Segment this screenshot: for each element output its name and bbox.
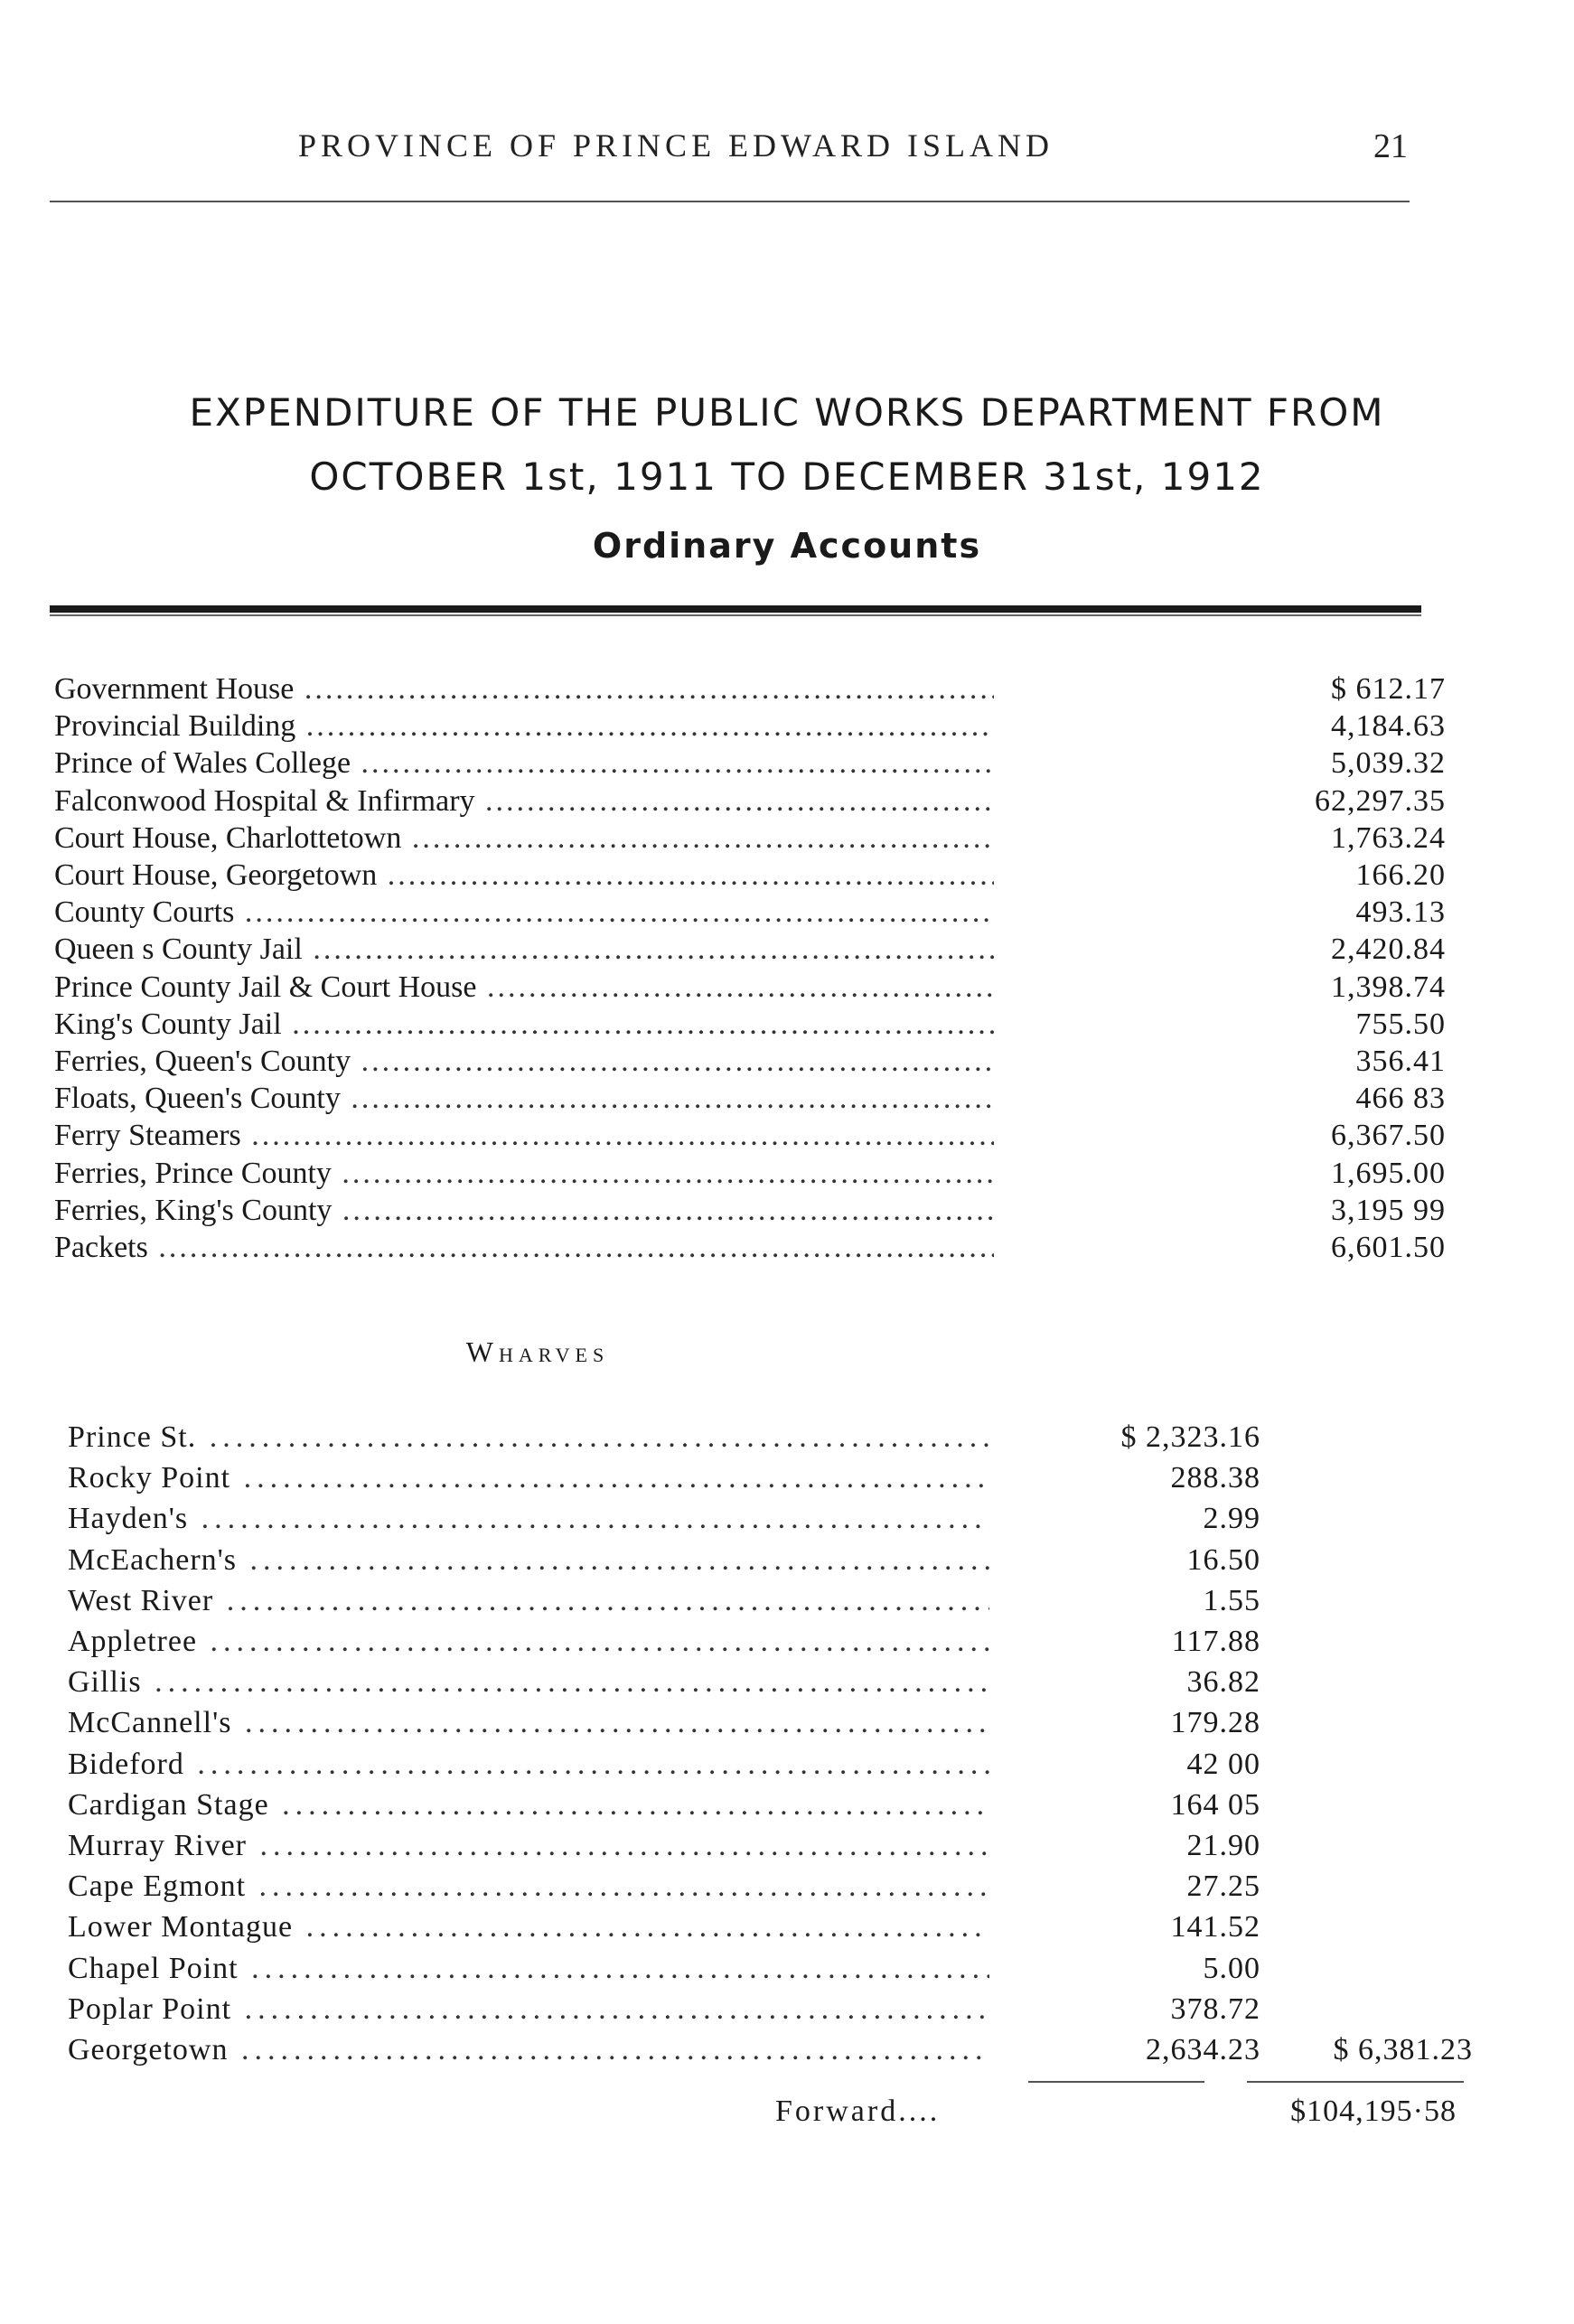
ledger-row xyxy=(54,1117,1446,1154)
wharf-label: Gillis ..... xyxy=(68,1662,989,1702)
forward-row xyxy=(0,2089,1574,2134)
wharf-label: West River ..... xyxy=(68,1580,989,1621)
ledger-item-label: Provincial Building ..... xyxy=(54,708,994,745)
wharf-label: Rocky Point ..... xyxy=(68,1457,989,1498)
ledger-item-label: Ferries, King's County ..... xyxy=(54,1192,994,1229)
ledger-item-amount: 466 83 xyxy=(1355,1082,1446,1116)
ledger-row xyxy=(54,745,1446,782)
ledger-item-label: Ferries, Queen's County ..... xyxy=(54,1043,994,1080)
ledger-row xyxy=(54,969,1446,1006)
wharf-amount: 1.55 xyxy=(1203,1583,1260,1617)
wharves-heading: Wharves xyxy=(465,1335,610,1368)
ledger-item-amount: 4,184.63 xyxy=(1331,709,1446,744)
ledger-item-amount: $ 612.17 xyxy=(1331,672,1446,706)
wharf-label: McCannell's ..... xyxy=(68,1702,989,1743)
wharf-row xyxy=(68,1989,1473,2029)
ledger-item-label: Queen s County Jail ..... xyxy=(54,931,994,968)
wharf-row xyxy=(68,1948,1473,1989)
wharf-label: Prince St. ..... xyxy=(68,1417,989,1457)
ledger-item-label: Court House, Charlottetown ..... xyxy=(54,820,994,857)
wharf-row xyxy=(68,1702,1473,1743)
ledger-row xyxy=(54,670,1446,708)
ledger-item-label: Court House, Georgetown ..... xyxy=(54,857,994,894)
wharf-amount: 36.82 xyxy=(1186,1665,1260,1700)
ledger-row xyxy=(54,894,1446,931)
wharf-label: Georgetown ..... xyxy=(68,2029,989,2070)
wharf-row xyxy=(68,1744,1473,1785)
page-title-line-2: OCTOBER 1st, 1911 TO DECEMBER 31st, 1912 xyxy=(309,454,1265,499)
ledger-row xyxy=(54,1043,1446,1080)
ledger-item-label: Prince County Jail & Court House ..... xyxy=(54,969,994,1006)
wharf-amount: 42 00 xyxy=(1186,1747,1260,1781)
wharf-row xyxy=(68,1866,1473,1907)
ledger-item-amount: 62,297.35 xyxy=(1315,783,1446,818)
ledger-row xyxy=(54,931,1446,968)
wharf-row xyxy=(68,2029,1473,2070)
wharf-row xyxy=(68,1457,1473,1498)
wharf-amount: 21.90 xyxy=(1186,1829,1260,1862)
heavy-rule xyxy=(50,605,1421,613)
page-number: 21 xyxy=(1373,127,1408,165)
ledger-item-label: Ferry Steamers ..... xyxy=(54,1117,994,1154)
ledger-row xyxy=(54,1192,1446,1229)
heavy-rule-underline xyxy=(50,614,1421,616)
ledger-item-label: Floats, Queen's County ..... xyxy=(54,1080,994,1117)
wharf-label: Cardigan Stage ..... xyxy=(68,1785,989,1825)
wharf-label: Chapel Point ..... xyxy=(68,1948,989,1989)
ledger-item-label: Packets ..... xyxy=(54,1229,994,1266)
wharf-row xyxy=(68,1540,1473,1580)
ledger-item-amount: 1,398.74 xyxy=(1331,970,1446,1004)
ledger-item-amount: 1,763.24 xyxy=(1331,820,1446,855)
wharf-row xyxy=(68,1498,1473,1539)
wharf-row xyxy=(68,1580,1473,1621)
ledger-row xyxy=(54,1006,1446,1043)
ledger-item-amount: 3,195 99 xyxy=(1331,1193,1446,1227)
wharf-amount: 5.00 xyxy=(1203,1951,1260,1985)
ledger-row xyxy=(54,1155,1446,1192)
wharf-amount: 2,634.23 xyxy=(1146,2033,1260,2066)
wharf-row xyxy=(68,1785,1473,1825)
wharf-amount: 179.28 xyxy=(1170,1706,1260,1740)
subtotal-rule xyxy=(1028,2081,1204,2083)
ledger-item-amount: 166.20 xyxy=(1355,858,1446,892)
header-rule xyxy=(50,201,1410,202)
wharf-label: Cape Egmont ..... xyxy=(68,1866,989,1907)
total-rule xyxy=(1247,2081,1464,2083)
wharf-row xyxy=(68,1907,1473,1947)
ledger-item-label: County Courts ..... xyxy=(54,894,994,931)
page-title-line-1: EXPENDITURE OF THE PUBLIC WORKS DEPARTMENT FROM xyxy=(189,390,1385,435)
ledger-row xyxy=(54,782,1446,820)
wharf-amount: 16.50 xyxy=(1186,1542,1260,1577)
ledger-item-amount: 755.50 xyxy=(1355,1007,1446,1041)
wharf-label: Murray River ..... xyxy=(68,1825,989,1866)
wharf-label: Lower Montague ..... xyxy=(68,1907,989,1947)
forward-label: Forward.... xyxy=(775,2094,941,2128)
wharf-row xyxy=(68,1621,1473,1662)
wharf-amount: 117.88 xyxy=(1171,1625,1260,1658)
wharves-total: $ 6,381.23 xyxy=(1333,2033,1473,2066)
ledger-item-amount: 5,039.32 xyxy=(1331,746,1446,781)
ledger-item-amount: 2,420.84 xyxy=(1331,932,1446,967)
ledger-row xyxy=(54,820,1446,857)
wharf-amount: $ 2,323.16 xyxy=(1120,1420,1260,1454)
wharf-row xyxy=(68,1825,1473,1866)
ledger-item-amount: 493.13 xyxy=(1355,895,1446,930)
running-title: PROVINCE OF PRINCE EDWARD ISLAND xyxy=(298,127,1054,164)
wharf-label: Poplar Point ..... xyxy=(68,1989,989,2029)
ledger-item-amount: 6,601.50 xyxy=(1331,1231,1446,1264)
ledger-row xyxy=(54,857,1446,894)
ledger-item-amount: 356.41 xyxy=(1355,1045,1446,1078)
wharf-label: McEachern's ..... xyxy=(68,1540,989,1580)
ledger-row xyxy=(54,1229,1446,1266)
ledger-item-label: Government House ..... xyxy=(54,670,994,708)
wharf-amount: 141.52 xyxy=(1170,1910,1260,1944)
ledger-item-amount: 6,367.50 xyxy=(1331,1119,1446,1153)
ledger-item-label: Prince of Wales College ..... xyxy=(54,745,994,782)
wharf-amount: 378.72 xyxy=(1170,1991,1260,2026)
ledger-row xyxy=(54,1080,1446,1117)
ledger-row xyxy=(54,708,1446,745)
wharf-amount: 288.38 xyxy=(1170,1461,1260,1495)
wharf-amount: 164 05 xyxy=(1170,1787,1260,1822)
wharf-label: Hayden's ..... xyxy=(68,1498,989,1539)
ledger-item-label: King's County Jail ..... xyxy=(54,1006,994,1043)
ordinary-accounts-heading: Ordinary Accounts xyxy=(592,526,982,566)
wharf-row xyxy=(68,1417,1473,1457)
ledger-item-label: Falconwood Hospital & Infirmary ..... xyxy=(54,782,994,820)
wharf-label: Appletree ..... xyxy=(68,1621,989,1662)
wharf-amount: 27.25 xyxy=(1186,1870,1260,1904)
ledger-item-amount: 1,695.00 xyxy=(1331,1156,1446,1190)
wharf-row xyxy=(68,1662,1473,1702)
forward-amount: $104,195·58 xyxy=(1290,2094,1457,2128)
running-header xyxy=(0,127,1574,172)
ledger-item-label: Ferries, Prince County ..... xyxy=(54,1155,994,1192)
wharf-label: Bideford ..... xyxy=(68,1744,989,1785)
wharf-amount: 2.99 xyxy=(1203,1502,1260,1536)
